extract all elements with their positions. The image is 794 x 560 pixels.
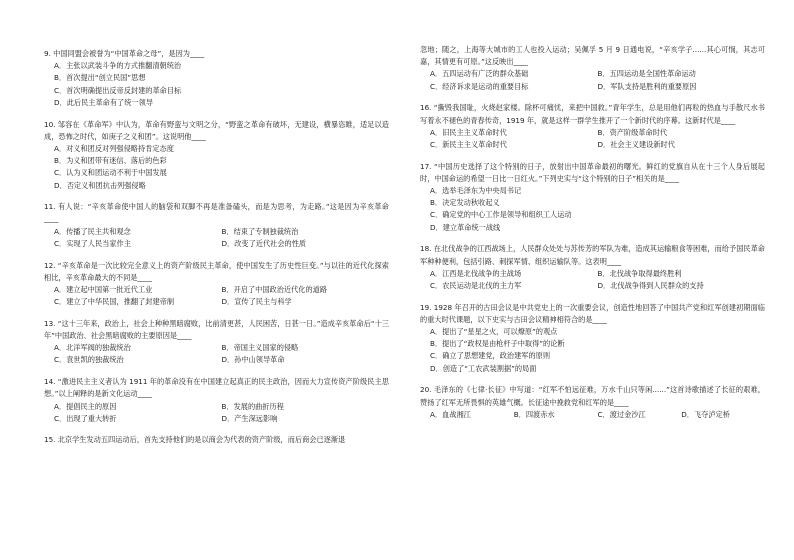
question-stem: 13. “这十三年来，政治上，社会上种种黑暗腐败，比前清更甚，人民困苦，日甚一日。”造成辛亥革命后“十三年”中国政治、社会黑暗腐败的主要原因是____: [44, 318, 389, 341]
answer-option: A．江西是北伐战争的主战场: [430, 268, 522, 278]
answer-option: A．建立起中国第一批近代工业: [54, 284, 153, 294]
question: [44, 119, 389, 192]
answer-option: C．确定党的中心工作是领导和组织工人运动: [430, 210, 572, 220]
answer-option: B．五四运动是全国性革命运动: [597, 69, 696, 79]
answer-option: D．改变了近代社会的性质: [221, 238, 307, 248]
answer-option: D．创造了“工农武装割据”的局面: [430, 363, 537, 373]
question: [420, 102, 765, 151]
question: [44, 48, 389, 109]
answer-option: C．渡过金沙江: [597, 409, 646, 419]
question: [44, 260, 389, 309]
answer-option: A．对义和团反对列强侵略持肯定态度: [54, 143, 174, 153]
answer-option: A．血战湘江: [430, 409, 471, 419]
left-column: [44, 48, 389, 456]
answer-option: D．产生深远影响: [221, 413, 278, 423]
answer-option: D．北伐战争得到人民群众的支持: [597, 280, 704, 290]
answer-option: C．首次明确提出反帝反封建的革命目标: [54, 85, 182, 95]
question-stem: 16. “撕毁我国耻，火烧赵家楼。除杯可痛忧，来把中国救。”青年学生，总是用他们再粒的热血与手散尺水书写着永不褪色的青春传奇，1919 年，就是这样一群学生推开了一个新时代的序幕。这新时代是____: [420, 103, 765, 125]
question-stem: 17. “中国历史选择了这个特别的日子，放射出中国革命最初的曙光。鲜红的党旗自从在十三个人身后展起时，中国命运的希望一日比一日红火。”下列史实与“这个特别的日子”相关的是____: [420, 161, 765, 183]
answer-option: B．资产阶级革命时代: [597, 127, 668, 137]
answer-option: C．实现了人民当家作主: [54, 238, 131, 248]
question: [44, 318, 389, 367]
question: [420, 44, 765, 93]
answer-option: B．帝国主义国家的侵略: [221, 343, 299, 353]
options-grid: [44, 284, 389, 308]
answer-option: B．北伐战争取得最终胜利: [597, 268, 682, 278]
question-stem: 20. 毛泽东的《七律·长征》中写道：“红军不怕远征难，万水千山只等闲......”这首诗歌描述了长征的艰难，赞扬了红军无所畏惧的英雄气概。长征途中挽救党和红军的是____: [420, 385, 765, 407]
options-grid: [420, 68, 765, 92]
answer-option: D．社会主义建设新时代: [597, 139, 675, 149]
question-stem: 10. 邹容在《革命军》中认为，革命有野蛮与文明之分，“野蛮之革命有破坏，无建设，横暴恣睢，适足以造成，恐怖之时代，如庚子之义和团”。这说明他____: [44, 119, 389, 141]
question: [420, 302, 765, 375]
question-stem: 14. “激进民主主义者认为 1911 年的革命没有在中国建立起真正的民主政治，因而大力宣传资产阶级民主思想。”以上阐释的是新文化运动____: [44, 377, 389, 399]
answer-option: C．经济诉求是运动的重要目标: [430, 81, 529, 91]
answer-option: A．传播了民主共和观念: [54, 226, 131, 236]
options-grid: [420, 268, 765, 292]
question: [420, 161, 765, 234]
question: [44, 376, 389, 425]
answer-option: A．旧民主主义革命时代: [430, 127, 507, 137]
answer-option: C．认为义和团运动不利于中国发展: [54, 168, 167, 178]
answer-option: A．选举毛泽东为中央局书记: [430, 186, 522, 196]
right-column: [420, 44, 765, 430]
answer-option: D．宣传了民主与科学: [221, 297, 292, 307]
answer-option: C．袁世凯的独裁统治: [54, 355, 124, 365]
options-grid: [44, 342, 389, 366]
answer-option: A．提倡民主的原因: [54, 401, 117, 411]
options-grid: [44, 401, 389, 425]
answer-option: B．结束了专制独裁统治: [221, 226, 299, 236]
answer-option: C．农民运动是北伐的主力军: [430, 280, 522, 290]
question: [420, 384, 765, 421]
options-grid: [420, 127, 765, 151]
answer-option: B．四渡赤水: [513, 409, 555, 419]
answer-option: D．否定义和团抗击列强侵略: [54, 180, 146, 190]
question-stem: 19. 1928 年召开的古田会议是中共党史上的一次重要会议，创造性地回答了中国共产党和红军创建初期面临的重大时代课题，以下史实与古田会议精神相符合的是____: [420, 302, 765, 324]
answer-option: B．发展的曲折历程: [221, 401, 284, 411]
question: [44, 434, 389, 446]
answer-option: D．此后民主革命有了统一领导: [54, 97, 153, 107]
answer-option: D．飞夺泸定桥: [681, 409, 730, 419]
question: [44, 201, 389, 250]
answer-option: B．为义和团带有迷信、落后的色彩: [54, 156, 167, 166]
answer-option: C．确立了思想建党，政治建军的原则: [430, 351, 551, 361]
answer-option: A．北洋军阀的独裁统治: [54, 343, 131, 353]
answer-option: B．首次提出“创立民国”思想: [54, 73, 146, 83]
options-grid: [44, 226, 389, 250]
answer-option: D．建立革命统一战线: [430, 222, 501, 232]
question-stem: 15. 北京学生发动五四运动后，首先支持他们的是以商会为代表的资产阶级，而后商会已逐渐退: [44, 435, 346, 445]
answer-option: B．开启了中国政治近代化的道路: [221, 284, 328, 294]
question-stem: 12. “辛亥革命是一次比较完全意义上的资产阶级民主革命，使中国发生了历史性巨变。”与以往的近代化探索相比，辛亥革命最大的不同是____: [44, 260, 389, 282]
question-stem: 9. 中国同盟会被誉为“中国革命之母”，是因为____: [44, 49, 205, 58]
answer-option: D．孙中山领导革命: [221, 355, 285, 365]
question: [420, 243, 765, 292]
answer-option: B．提出了“政权是由枪杆子中取得”的论断: [430, 339, 565, 349]
answer-option: A．主张以武装斗争的方式推翻清朝统治: [54, 61, 182, 71]
question-stem: 忽地；随之，上海等大城市的工人也投入运动；吴佩孚 5 月 9 日通电说，“辛亥学子......其心可悯，其志可嘉，其情更有可原。”这反映出____: [420, 45, 765, 67]
answer-option: C．建立了中华民国，推翻了封建帝制: [54, 297, 175, 307]
question-stem: 18. 在北伐战争的江西战场上，人民群众处处与苏传芳的军队为难，造成其运输粮食等困难，而给予国民革命军种种便利，包括引路、刺探军情、组织运输队等。这表明____: [420, 244, 765, 266]
answer-option: C．新民主主义革命时代: [430, 139, 507, 149]
answer-option: A．五四运动有广泛的群众基础: [430, 69, 529, 79]
answer-option: C．出现了重大转折: [54, 413, 117, 423]
answer-option: D．军队支持是胜利的重要原因: [597, 81, 697, 91]
answer-option: A．提出了“星星之火，可以燎原”的观点: [430, 327, 558, 337]
options-grid: [420, 409, 765, 421]
question-stem: 11. 有人说：“辛亥革命使中国人的脑袋和双脚不再是准备磕头，而是为思考，为走路。”这是因为辛亥革命____: [44, 202, 389, 224]
answer-option: B．决定发动秋收起义: [430, 198, 500, 208]
